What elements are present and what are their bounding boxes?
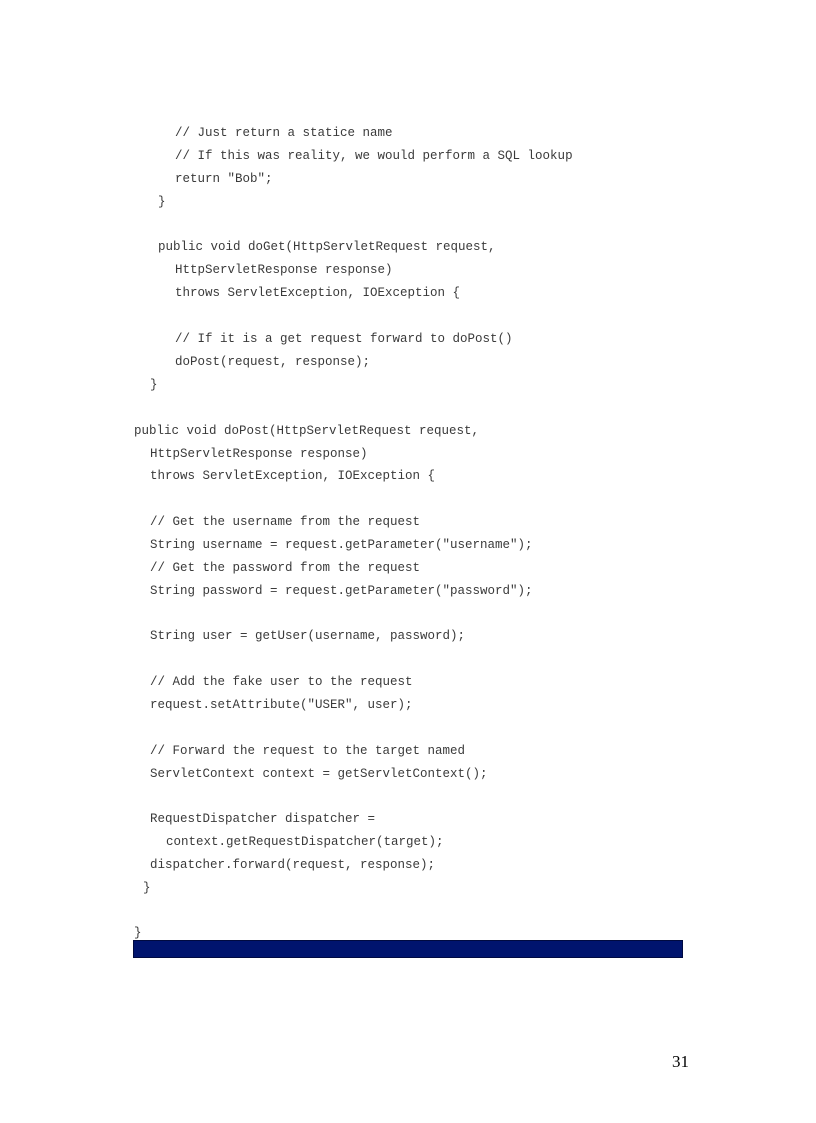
code-line: // Get the username from the request — [150, 515, 421, 529]
code-line: // If this was reality, we would perform a SQL lookup — [175, 149, 573, 163]
code-line: // Just return a statice name — [175, 126, 393, 140]
page-number: 31 — [672, 1052, 689, 1071]
code-line: doPost(request, response); — [175, 355, 371, 369]
code-line: } — [143, 881, 151, 895]
code-block-bottom-bar — [133, 940, 683, 958]
code-line: return "Bob"; — [175, 172, 273, 186]
code-line: } — [134, 926, 142, 940]
code-line: } — [158, 195, 166, 209]
code-line: // Forward the request to the target named — [150, 744, 466, 758]
code-line: String username = request.getParameter("username"); — [150, 538, 533, 552]
code-line: dispatcher.forward(request, response); — [150, 858, 436, 872]
code-line: // If it is a get request forward to doPost() — [175, 332, 513, 346]
code-line: public void doPost(HttpServletRequest request, — [134, 424, 480, 438]
code-line: String password = request.getParameter("password"); — [150, 584, 533, 598]
code-line: public void doGet(HttpServletRequest request, — [158, 240, 496, 254]
code-line: // Get the password from the request — [150, 561, 421, 575]
code-line: context.getRequestDispatcher(target); — [166, 835, 444, 849]
code-line: HttpServletResponse response) — [175, 263, 393, 277]
code-line: request.setAttribute("USER", user); — [150, 698, 413, 712]
code-line: // Add the fake user to the request — [150, 675, 413, 689]
code-line: String user = getUser(username, password); — [150, 629, 466, 643]
code-line: throws ServletException, IOException { — [175, 286, 461, 300]
code-line: HttpServletResponse response) — [150, 447, 368, 461]
code-line: RequestDispatcher dispatcher = — [150, 812, 376, 826]
code-line: throws ServletException, IOException { — [150, 469, 436, 483]
code-line: } — [150, 378, 158, 392]
code-line: ServletContext context = getServletContext(); — [150, 767, 488, 781]
